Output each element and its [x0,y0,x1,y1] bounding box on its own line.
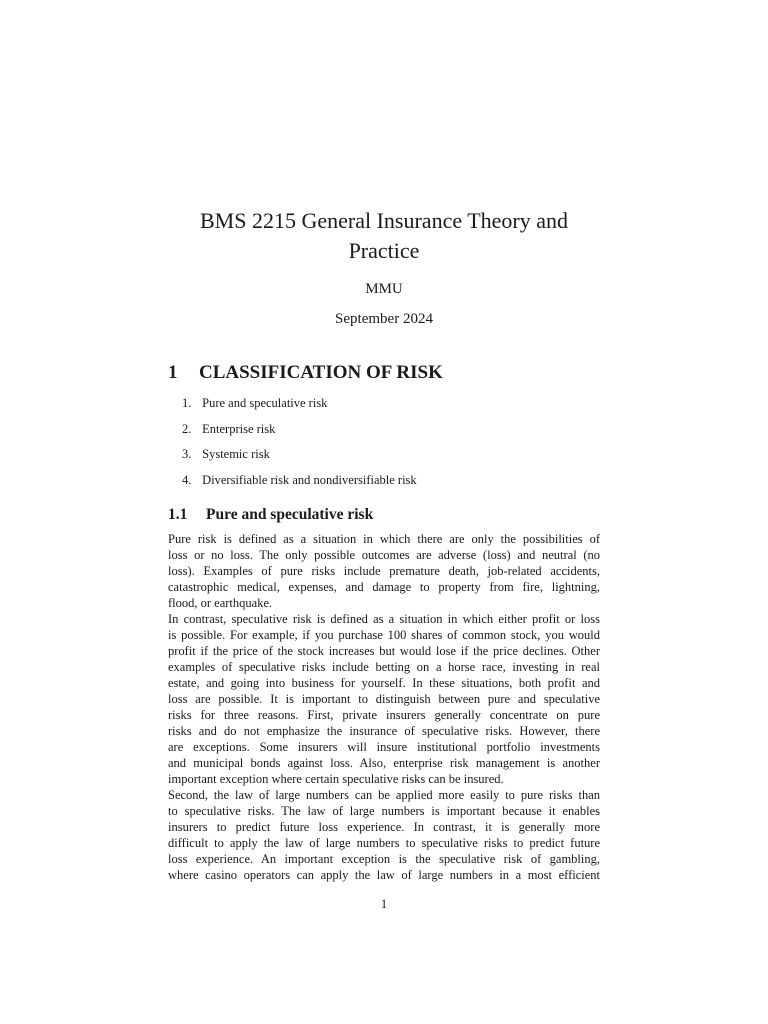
document-date: September 2024 [335,311,433,327]
title-line-2: Practice [348,238,420,263]
title-line-1: BMS 2215 General Insurance Theory and [200,208,568,233]
body-line: profit if the price of the stock increases but would lose if the price declines. Other [168,644,600,658]
list-item-number: 2. [182,421,192,436]
body-line: flood, or earthquake. [168,596,273,610]
subsection-heading [168,506,373,524]
body-line: examples of speculative risks include betting on a horse race, investing in real [168,660,600,674]
body-line: and municipal bonds against loss. Also, enterprise risk management is another [168,756,600,770]
section-number: 1 [168,362,178,383]
body-line: difficult to apply the law of large numbers to speculative risks to predict future [168,836,600,850]
list-item-label: Diversifiable risk and nondiversifiable risk [202,473,417,488]
subsection-number: 1.1 [168,506,188,523]
body-line: estate, and going into business for yourself. In these situations, both profit and [168,676,600,690]
subsection-title: Pure and speculative risk [206,506,374,523]
body-line: Pure risk is defined as a situation in which there are only the possibilities of [168,532,600,546]
body-line: is possible. For example, if you purchase 100 shares of common stock, you would [168,628,600,642]
body-line: where casino operators can apply the law of large numbers in a most efficient [168,868,600,882]
list-item [182,421,417,447]
list-item-number: 3. [182,447,192,462]
list-item [182,446,417,472]
body-paragraphs [168,531,600,883]
list-item [182,472,417,498]
body-line: Second, the law of large numbers can be applied more easily to pure risks than [168,788,600,802]
risk-classification-list [182,395,417,498]
body-line: In contrast, speculative risk is defined as a situation in which either profit or loss [168,612,600,626]
list-item [182,395,417,421]
body-line: loss are possible. It is important to distinguish between pure and speculative [168,692,600,706]
list-item-number: 4. [182,473,192,488]
section-heading [168,362,443,384]
page-number: 1 [380,897,388,911]
list-item-label: Enterprise risk [202,421,276,436]
body-line: loss experience. An important exception is the speculative risk of gambling, [168,852,600,866]
body-line: risks for three reasons. First, private insurers generally concentrate on pure [168,708,600,722]
list-item-label: Systemic risk [202,447,270,462]
document-author: MMU [365,281,403,297]
body-line: are exceptions. Some insurers will insure institutional portfolio investments [168,740,600,754]
body-line: loss or no loss. The only possible outcomes are adverse (loss) and neutral (no [168,548,600,562]
body-line: insurers to predict future loss experience. In contrast, it is generally more [168,820,600,834]
list-item-number: 1. [182,396,192,410]
body-line: catastrophic medical, expenses, and damage to property from fire, lightning, [168,580,600,594]
body-line: to speculative risks. The law of large numbers is important because it enables [168,804,600,818]
section-title: CLASSIFICATION OF RISK [199,362,443,383]
body-line: important exception where certain speculative risks can be insured. [168,772,504,786]
document-title [150,206,618,266]
body-line: loss). Examples of pure risks include premature death, job-related accidents, [168,564,600,578]
body-line: risks and do not emphasize the insurance of speculative risks. However, there [168,724,600,738]
list-item-label: Pure and speculative risk [202,396,328,410]
